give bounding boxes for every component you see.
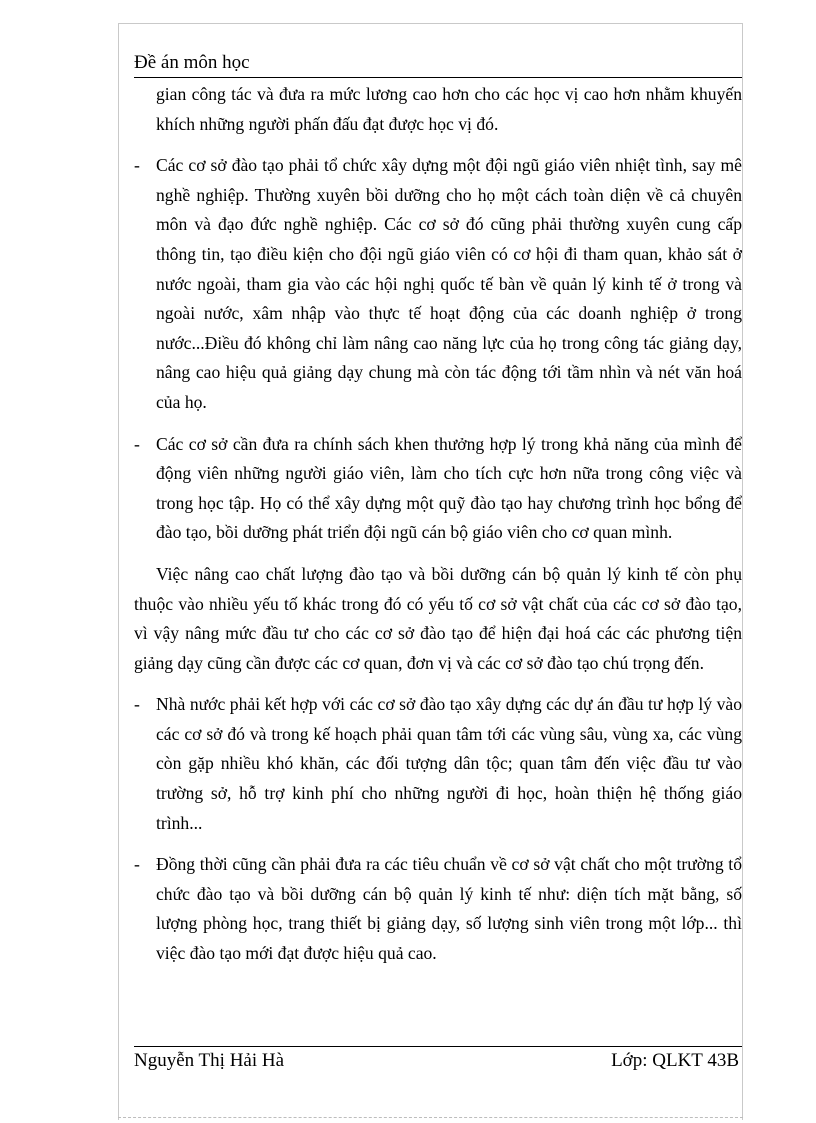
- class-label: Lớp: QLKT 43B: [611, 1050, 739, 1071]
- bullet-dash: -: [134, 854, 140, 875]
- body-paragraph: Việc nâng cao chất lượng đào tạo và bồi dưỡng cán bộ quản lý kinh tế còn phụ thuộc vào nhiều yếu tố khác trong đó có yếu tố cơ sở vật chất của các cơ sở đào tạo, vì vậy nâng mức đầu tư cho các cơ sở đào tạo để hiện đại hoá các các phương tiện giảng dạy cũng cần được các cơ quan, đơn vị và các cơ sở đào tạo chú trọng đến.: [134, 563, 742, 673]
- bullet-item: [134, 151, 742, 417]
- page-bottom-edge: [118, 1117, 743, 1118]
- bullet-text: Các cơ sở đào tạo phải tổ chức xây dựng một đội ngũ giáo viên nhiệt tình, say mê nghề nghiệp. Thường xuyên bồi dưỡng cho họ một cách toàn diện về cả chuyên môn và đạo đức nghề nghiệp. Các cơ sở đó cũng phải thường xuyên cung cấp thông tin, tạo điều kiện cho đội ngũ giáo viên có cơ hội đi tham quan, khảo sát ở nước ngoài, tham gia vào các hội nghị quốc tế bàn về quản lý kinh tế ở trong và ngoài nước, xâm nhập vào thực tế hoạt động của các doanh nghiệp ở trong nước...Điều đó không chỉ làm nâng cao năng lực của họ trong công tác giảng dạy, nâng cao hiệu quả giảng dạy chung mà còn tác động tới tầm nhìn và nét văn hoá của họ.: [156, 155, 742, 412]
- bullet-item: [134, 430, 742, 548]
- document-body: [134, 80, 742, 969]
- continuation-paragraph: gian công tác và đưa ra mức lương cao hơn cho các học vị cao hơn nhằm khuyến khích những người phấn đấu đạt được học vị đó.: [156, 84, 742, 134]
- bullet-dash: -: [134, 433, 140, 454]
- page-footer: [134, 1046, 742, 1071]
- bullet-text: Nhà nước phải kết hợp với các cơ sở đào tạo xây dựng các dự án đầu tư hợp lý vào các cơ sở đó và trong kế hoạch phải quan tâm tới các vùng sâu, vùng xa, các vùng còn gặp nhiều khó khăn, các đối tượng dân tộc; quan tâm đến việc đầu tư vào trường sở, hỗ trợ kinh phí cho những người đi học, hoàn thiện hệ thống giáo trình...: [156, 694, 742, 833]
- bullet-item: [134, 690, 742, 838]
- bullet-dash: -: [134, 694, 140, 715]
- document-title: Đề án môn học: [134, 52, 250, 73]
- running-header: [134, 51, 742, 78]
- bullet-item: [134, 850, 742, 968]
- author-name: Nguyễn Thị Hải Hà: [134, 1050, 285, 1071]
- bullet-text: Đồng thời cũng cần phải đưa ra các tiêu chuẩn về cơ sở vật chất cho một trường tổ chức đào tạo và bồi dưỡng cán bộ quản lý kinh tế như: diện tích mặt bằng, số lượng phòng học, trang thiết bị giảng dạy, số lượng sinh viên trong một lớp... thì việc đào tạo mới đạt được hiệu quả cao.: [156, 854, 742, 964]
- bullet-dash: -: [134, 155, 140, 176]
- bullet-text: Các cơ sở cần đưa ra chính sách khen thưởng hợp lý trong khả năng của mình để động viên những người giáo viên, làm cho tích cực hơn nữa trong công việc và trong học tập. Họ có thể xây dựng một quỹ đào tạo hay chương trình học bổng để đào tạo, bồi dưỡng phát triển đội ngũ cán bộ giáo viên cho cơ quan mình.: [156, 433, 742, 543]
